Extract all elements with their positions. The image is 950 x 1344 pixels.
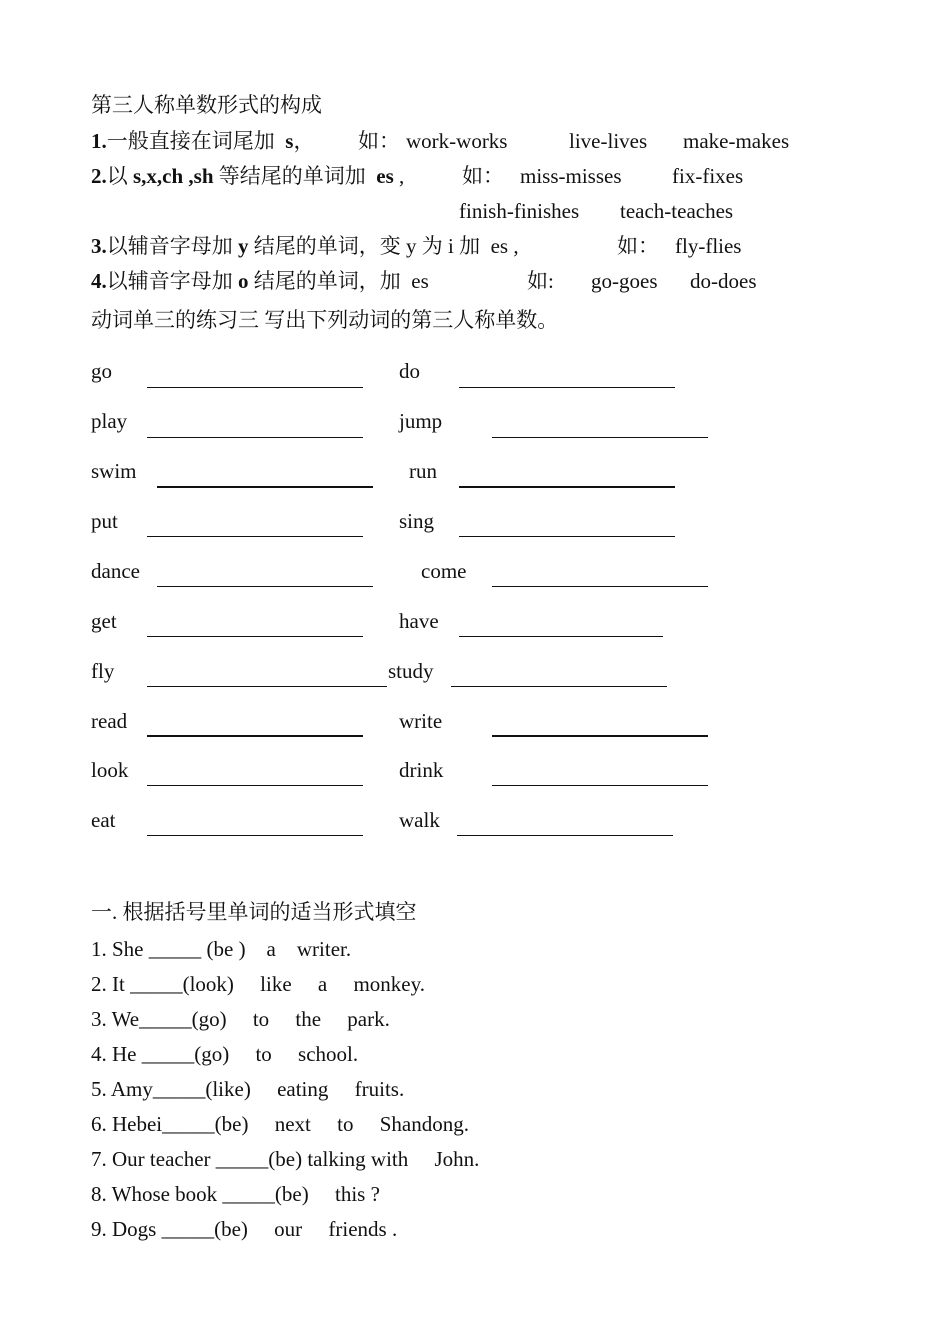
page-title: 第三人称单数形式的构成	[91, 93, 322, 117]
answer-blank[interactable]	[492, 785, 708, 786]
verb-label: walk	[399, 808, 440, 832]
rule-1-example: work-works	[406, 129, 508, 153]
verb-label: have	[399, 609, 439, 633]
verb-label: dance	[91, 559, 140, 583]
answer-blank[interactable]	[147, 735, 363, 737]
sentence: 8. Whose book _____(be) this ?	[91, 1182, 380, 1206]
verb-label: read	[91, 709, 128, 733]
rule-2-example: fix-fixes	[672, 164, 744, 188]
answer-blank[interactable]	[459, 636, 663, 637]
answer-blank[interactable]	[147, 387, 363, 388]
rule-1-example: live-lives	[569, 129, 648, 153]
rule-4: 4.以辅音字母加 o 结尾的单词，加 es	[91, 269, 429, 293]
answer-blank[interactable]	[157, 486, 373, 488]
verb-label: do	[399, 359, 420, 383]
rule-2-example-label: 如：	[462, 164, 504, 188]
answer-blank[interactable]	[459, 486, 675, 488]
verb-label: jump	[399, 409, 443, 433]
verb-label: run	[409, 459, 437, 483]
verb-label: put	[91, 509, 118, 533]
practice-heading: 动词单三的练习三 写出下列动词的第三人称单数。	[91, 308, 559, 332]
section-title: 一. 根据括号里单词的适当形式填空	[91, 900, 417, 924]
verb-label: swim	[91, 459, 137, 483]
answer-blank[interactable]	[147, 636, 363, 637]
verb-label: drink	[399, 758, 444, 782]
answer-blank[interactable]	[147, 835, 363, 836]
verb-label: go	[91, 359, 112, 383]
rule-4-example: do-does	[690, 269, 757, 293]
answer-blank[interactable]	[457, 835, 673, 836]
verb-label: study	[388, 659, 434, 683]
rule-4-example-label: 如:	[527, 269, 554, 293]
answer-blank[interactable]	[147, 686, 387, 687]
sentence: 6. Hebei_____(be) next to Shandong.	[91, 1112, 469, 1136]
rule-1-example-label: 如：	[358, 129, 400, 153]
verb-label: sing	[399, 509, 435, 533]
rule-3-example-label: 如：	[617, 234, 659, 258]
rule-1-example: make-makes	[683, 129, 790, 153]
rule-4-example: go-goes	[591, 269, 658, 293]
rule-3: 3.以辅音字母加 y 结尾的单词，变 y 为 i 加 es ,	[91, 234, 519, 258]
verb-label: write	[399, 709, 443, 733]
rule-2-example: miss-misses	[520, 164, 622, 188]
sentence: 1. She _____ (be ) a writer.	[91, 937, 352, 961]
answer-blank[interactable]	[459, 387, 675, 388]
sentence: 5. Amy_____(like) eating fruits.	[91, 1077, 405, 1101]
rule-3-example: fly-flies	[675, 234, 742, 258]
sentence: 9. Dogs _____(be) our friends .	[91, 1217, 398, 1241]
verb-label: get	[91, 609, 117, 633]
sentence: 4. He _____(go) to school.	[91, 1042, 359, 1066]
sentence: 7. Our teacher _____(be) talking with John.	[91, 1147, 480, 1171]
answer-blank[interactable]	[451, 686, 667, 687]
answer-blank[interactable]	[459, 536, 675, 537]
rule-2-example: finish-finishes	[459, 199, 580, 223]
answer-blank[interactable]	[147, 437, 363, 438]
rule-2-example: teach-teaches	[620, 199, 734, 223]
verb-label: play	[91, 409, 128, 433]
answer-blank[interactable]	[147, 785, 363, 786]
sentence: 3. We_____(go) to the park.	[91, 1007, 390, 1031]
verb-label: fly	[91, 659, 115, 683]
verb-label: come	[421, 559, 467, 583]
answer-blank[interactable]	[157, 586, 373, 587]
answer-blank[interactable]	[492, 586, 708, 587]
answer-blank[interactable]	[492, 437, 708, 438]
rule-2: 2.以 s,x,ch ,sh 等结尾的单词加 es ,	[91, 164, 405, 188]
answer-blank[interactable]	[147, 536, 363, 537]
rule-1: 1.一般直接在词尾加 s，	[91, 129, 315, 153]
verb-label: eat	[91, 808, 116, 832]
sentence: 2. It _____(look) like a monkey.	[91, 972, 426, 996]
answer-blank[interactable]	[492, 735, 708, 737]
verb-label: look	[91, 758, 129, 782]
